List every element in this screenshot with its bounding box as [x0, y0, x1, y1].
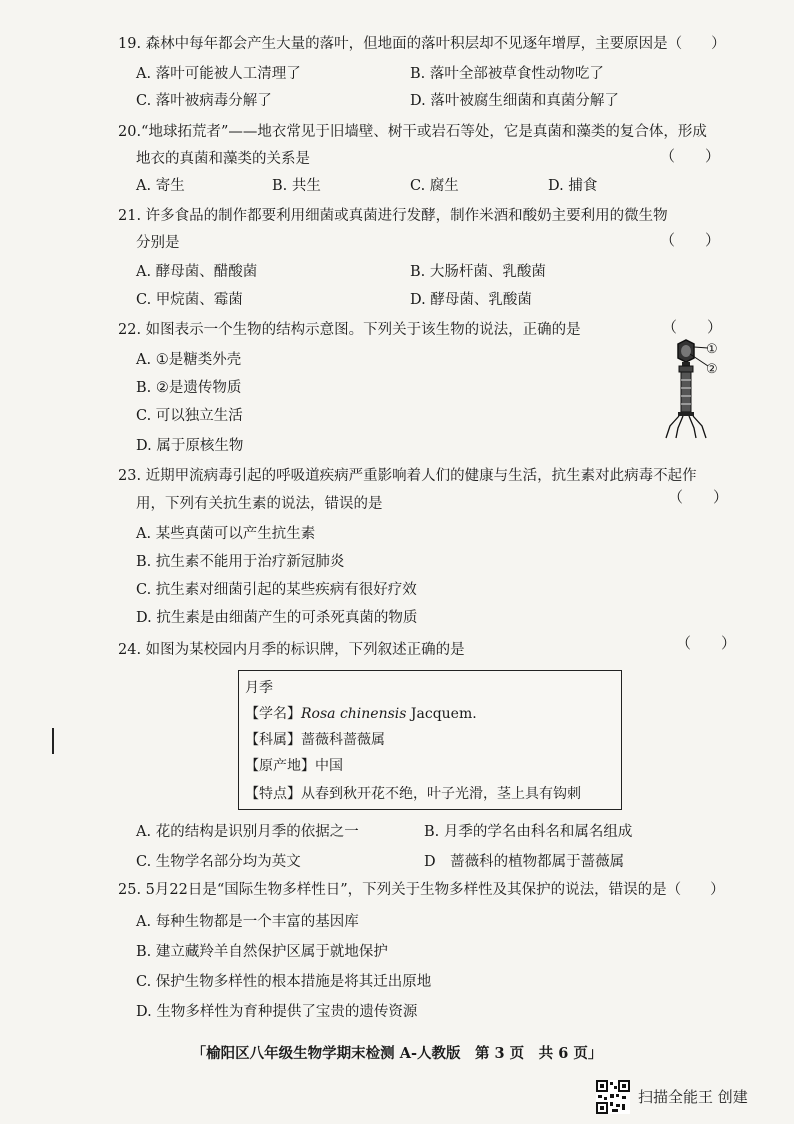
q20-stem-line1: 20.“地球拓荒者”——地衣常见于旧墙壁、树干或岩石等处，它是真菌和藻类的复合体，形成: [118, 124, 707, 140]
diagram-label-1: ①: [706, 342, 718, 357]
q19-option-b: B. 落叶全部被草食性动物吃了: [410, 66, 604, 82]
q23-stem-line2: 用，下列有关抗生素的说法，错误的是: [136, 496, 383, 512]
qr-code-icon: [596, 1080, 630, 1114]
card-family: 【科属】蔷薇科蔷薇属: [245, 732, 385, 748]
q19-stem: 19. 森林中每年都会产生大量的落叶，但地面的落叶积层却不见逐年增厚，主要原因是（ ）: [118, 36, 726, 52]
q19-option-c: C. 落叶被病毒分解了: [136, 93, 272, 109]
card-title: 月季: [245, 680, 273, 696]
card-sci-author: Jacquem.: [406, 706, 477, 722]
q21-stem-line2: 分别是: [136, 235, 180, 251]
card-scientific-name: [245, 703, 477, 723]
q25-option-c: C. 保护生物多样性的根本措施是将其迁出原地: [136, 974, 432, 990]
q20-stem-line2: 地衣的真菌和藻类的关系是: [136, 151, 310, 167]
q22-option-a: A. ①是糖类外壳: [136, 352, 242, 368]
q22-answer-paren: （ ）: [662, 318, 723, 336]
q19-option-d: D. 落叶被腐生细菌和真菌分解了: [410, 93, 619, 109]
card-sci-name: Rosa chinensis: [301, 706, 407, 722]
q24-option-c: C. 生物学名部分均为英文: [136, 854, 301, 870]
q23-stem-line1: 23. 近期甲流病毒引起的呼吸道疾病严重影响着人们的健康与生活，抗生素对此病毒不起作: [118, 468, 697, 484]
q24-stem: 24. 如图为某校园内月季的标识牌，下列叙述正确的是: [118, 642, 465, 658]
q25-stem: 25. 5月22日是“国际生物多样性日”，下列关于生物多样性及其保护的说法，错误的是（ ）: [118, 882, 725, 898]
q22-option-c: C. 可以独立生活: [136, 408, 243, 424]
q20-option-a: A. 寄生: [136, 178, 185, 194]
card-origin: 【原产地】中国: [245, 758, 343, 774]
q25-option-b: B. 建立藏羚羊自然保护区属于就地保护: [136, 944, 388, 960]
q24-option-d: D 蔷薇科的植物都属于蔷薇属: [424, 854, 625, 870]
q21-option-c: C. 甲烷菌、霉菌: [136, 292, 243, 308]
q21-option-d: D. 酵母菌、乳酸菌: [410, 292, 532, 308]
q25-option-d: D. 生物多样性为育种提供了宝贵的遗传资源: [136, 1004, 418, 1020]
q23-option-d: D. 抗生素是由细菌产生的可杀死真菌的物质: [136, 610, 418, 626]
card-sci-label: 【学名】: [245, 706, 301, 722]
q21-option-a: A. 酵母菌、醋酸菌: [136, 264, 258, 280]
q23-option-a: A. 某些真菌可以产生抗生素: [136, 526, 316, 542]
rose-id-card: [238, 670, 622, 810]
q20-answer-paren: （ ）: [660, 147, 721, 165]
q22-option-d: D. 属于原核生物: [136, 438, 244, 454]
page-footer: 「榆阳区八年级生物学期末检测 A-人教版 第 3 页 共 6 页」: [191, 1045, 603, 1062]
q20-option-b: B. 共生: [272, 178, 321, 194]
q19-option-a: A. 落叶可能被人工清理了: [136, 66, 301, 82]
q21-answer-paren: （ ）: [660, 231, 721, 249]
q23-answer-paren: （ ）: [668, 488, 729, 506]
card-feature: 【特点】从春到秋开花不绝，叶子光滑，茎上具有钩刺: [245, 786, 581, 802]
q22-option-b: B. ②是遗传物质: [136, 380, 242, 396]
q20-option-c: C. 腐生: [410, 178, 459, 194]
q24-option-a: A. 花的结构是识别月季的依据之一: [136, 824, 359, 840]
diagram-label-2: ②: [706, 362, 718, 377]
q23-option-b: B. 抗生素不能用于治疗新冠肺炎: [136, 554, 345, 570]
q23-option-c: C. 抗生素对细菌引起的某些疾病有很好疗效: [136, 582, 417, 598]
q24-answer-paren: （ ）: [676, 634, 737, 652]
margin-mark: [52, 728, 54, 754]
q21-option-b: B. 大肠杆菌、乳酸菌: [410, 264, 546, 280]
q20-option-d: D. 捕食: [548, 178, 598, 194]
scanner-brand: 扫描全能王 创建: [638, 1088, 748, 1106]
q25-option-a: A. 每种生物都是一个丰富的基因库: [136, 914, 359, 930]
q22-stem: 22. 如图表示一个生物的结构示意图。下列关于该生物的说法，正确的是: [118, 322, 581, 338]
q24-option-b: B. 月季的学名由科名和属名组成: [424, 824, 633, 840]
q21-stem-line1: 21. 许多食品的制作都要利用细菌或真菌进行发酵，制作米酒和酸奶主要利用的微生物: [118, 208, 668, 224]
